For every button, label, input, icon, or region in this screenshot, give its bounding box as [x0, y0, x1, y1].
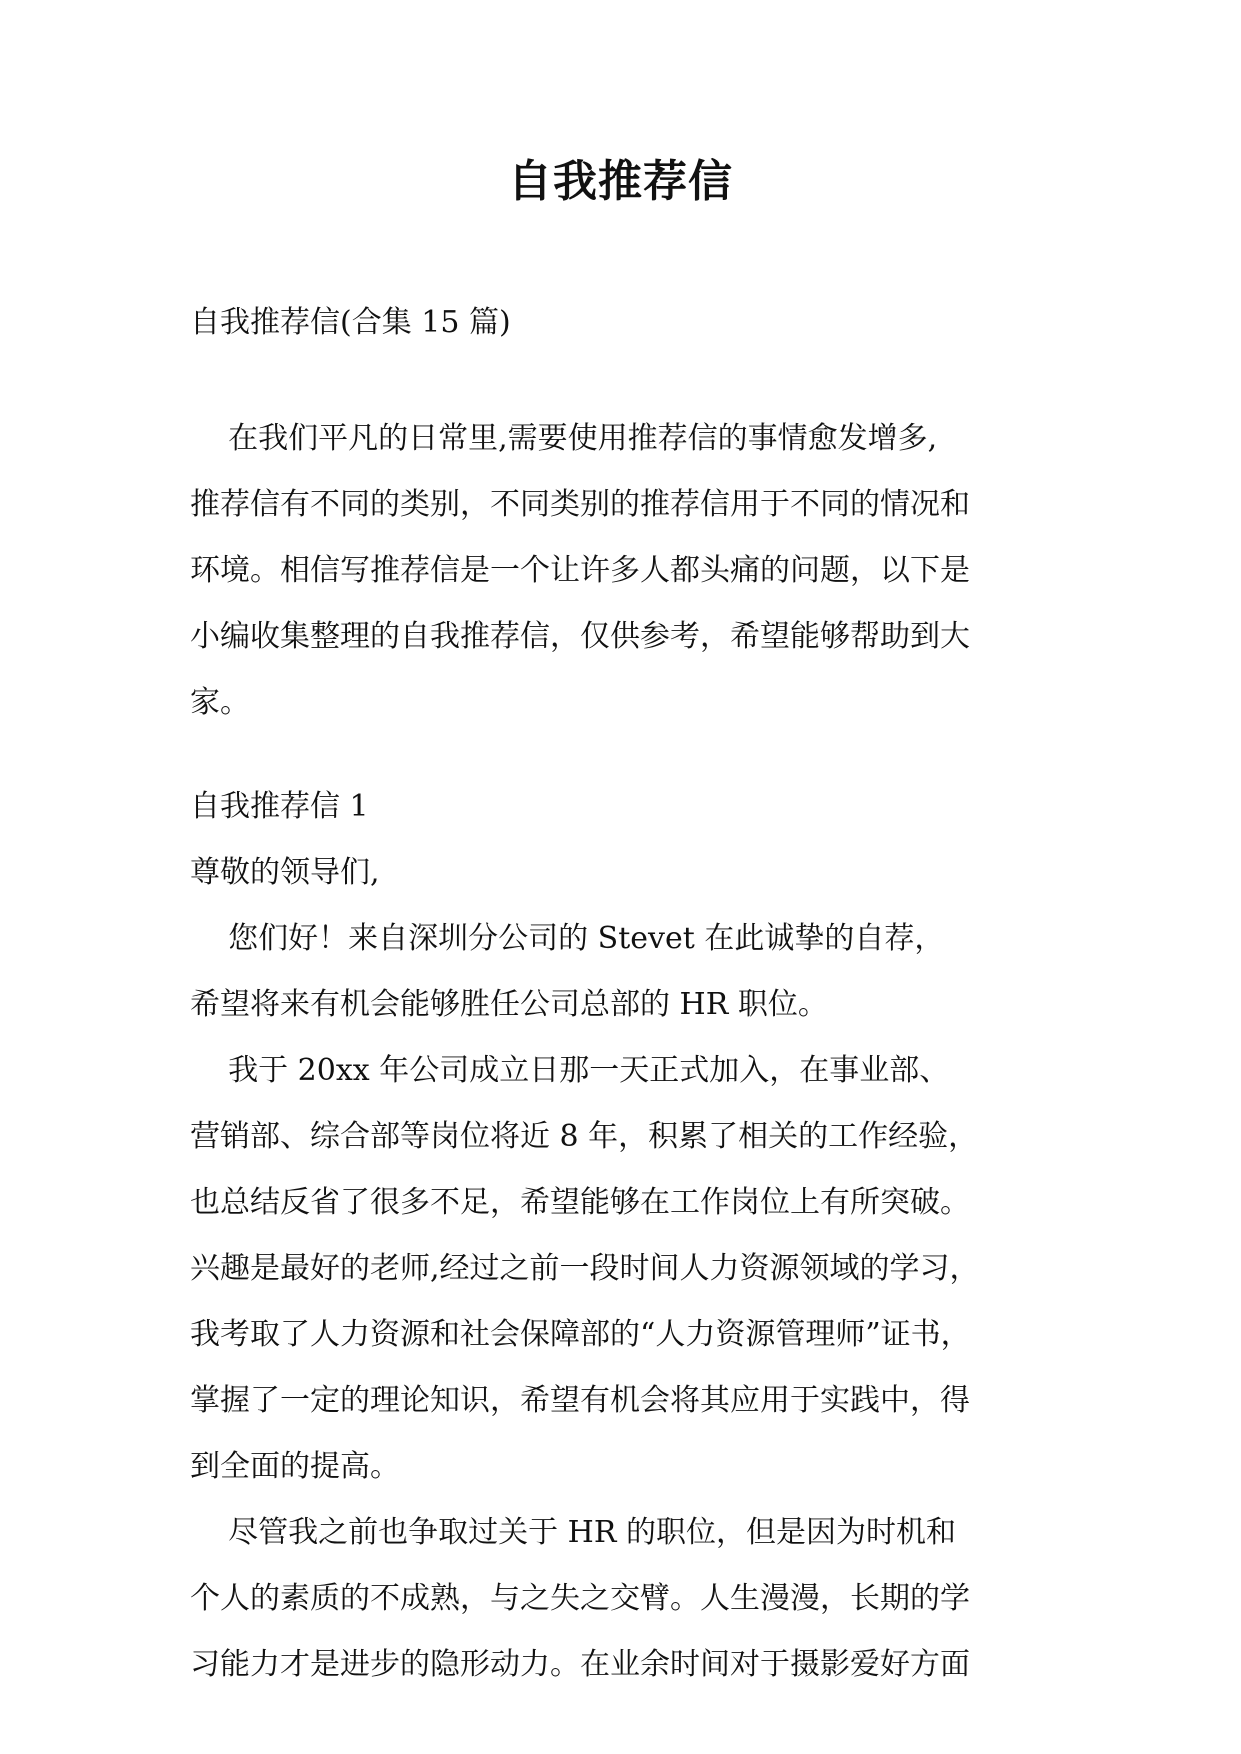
body-line: 兴趣是最好的老师,经过之前一段时间人力资源领域的学习， — [190, 1251, 980, 1286]
body-line: 我考取了人力资源和社会保障部的“人力资源管理师”证书， — [190, 1317, 971, 1352]
body-line: 个人的素质的不成熟，与之失之交臂。人生漫漫，长期的学 — [190, 1581, 970, 1616]
body-line: 尊敬的领导们, — [190, 855, 380, 890]
intro-line: 家。 — [190, 685, 250, 720]
document-subtitle: 自我推荐信(合集 15 篇) — [190, 305, 511, 340]
intro-line: 推荐信有不同的类别，不同类别的推荐信用于不同的情况和 — [190, 487, 970, 522]
intro-paragraph — [190, 406, 1070, 736]
document-body — [190, 290, 1070, 1698]
intro-line: 在我们平凡的日常里,需要使用推荐信的事情愈发增多, — [190, 421, 938, 456]
intro-line: 小编收集整理的自我推荐信，仅供参考，希望能够帮助到大 — [190, 619, 970, 654]
body-line: 营销部、综合部等岗位将近 8 年，积累了相关的工作经验， — [190, 1119, 979, 1154]
section-heading: 自我推荐信 1 — [190, 789, 369, 824]
body-line: 到全面的提高。 — [190, 1449, 400, 1484]
body-line: 尽管我之前也争取过关于 HR 的职位，但是因为时机和 — [190, 1515, 956, 1550]
body-line: 也总结反省了很多不足，希望能够在工作岗位上有所突破。 — [190, 1185, 970, 1220]
letter-body — [190, 840, 1070, 1698]
body-line: 掌握了一定的理论知识，希望有机会将其应用于实践中，得 — [190, 1383, 970, 1418]
body-line: 习能力才是进步的隐形动力。在业余时间对于摄影爱好方面 — [190, 1647, 970, 1682]
intro-line: 环境。相信写推荐信是一个让许多人都头痛的问题，以下是 — [190, 553, 970, 588]
document-title: 自我推荐信 — [508, 156, 733, 207]
body-line: 您们好！来自深圳分公司的 Stevet 在此诚挚的自荐， — [190, 921, 945, 956]
body-line: 希望将来有机会能够胜任公司总部的 HR 职位。 — [190, 987, 828, 1022]
body-line: 我于 20xx 年公司成立日那一天正式加入，在事业部、 — [190, 1053, 950, 1088]
